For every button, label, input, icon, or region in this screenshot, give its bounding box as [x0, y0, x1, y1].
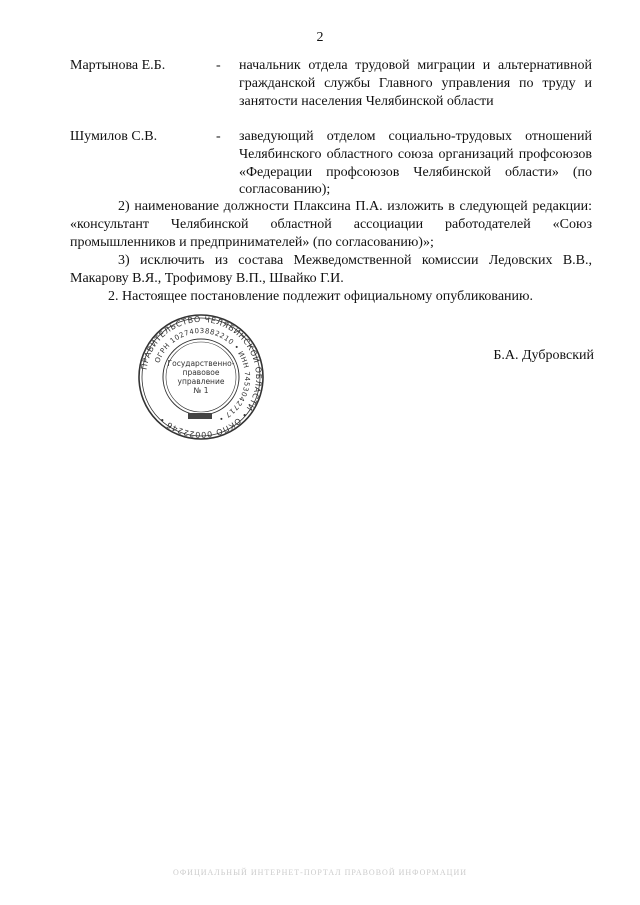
svg-text:правовое: правовое	[182, 368, 220, 377]
member-role: начальник отдела трудовой миграции и альтернативной гражданской службы Главного управления по труду и занятости населения Челябинской области	[239, 58, 592, 109]
svg-text:ОГРН 1027403882210 • ИНН 74530: ОГРН 1027403882210 • ИНН 7453042717 •	[153, 326, 252, 424]
svg-text:Государственно-: Государственно-	[167, 359, 235, 368]
member-name: Шумилов С.В.	[70, 129, 158, 144]
member-role: заведующий отделом социально-трудовых отношений Челябинского областного союза организаций профсоюзов «Федерации профсоюзов Челябинской области» (по согласованию);	[239, 129, 592, 198]
member-dash: -	[216, 58, 221, 73]
stamp-seal-icon	[136, 312, 266, 442]
svg-text:ПРАВИТЕЛЬСТВО ЧЕЛЯБИНСКОЙ ОБЛА: ПРАВИТЕЛЬСТВО ЧЕЛЯБИНСКОЙ ОБЛАСТИ • ОКПО 00022246 •	[139, 314, 264, 440]
paragraph-item-2: 2) наименование должности Плаксина П.А. изложить в следующей редакции: «консультант Челябинской областной ассоциации работодателей «Союз промышленников и предпринимателей» (по согласованию)»;	[70, 199, 592, 250]
footer-watermark: ОФИЦИАЛЬНЫЙ ИНТЕРНЕТ-ПОРТАЛ ПРАВОВОЙ ИНФОРМАЦИИ	[172, 868, 468, 877]
member-martynova	[70, 57, 592, 129]
page-number: 2	[316, 30, 324, 45]
paragraph-publication: 2. Настоящее постановление подлежит официальному опубликованию.	[108, 289, 533, 304]
member-name: Мартынова Е.Б.	[70, 58, 166, 73]
official-stamp	[136, 312, 266, 447]
signature-name: Б.А. Дубровский	[493, 348, 594, 363]
paragraph-item-3: 3) исключить из состава Межведомственной комиссии Ледовских В.В., Макарову В.Я., Трофимову В.П., Швайко Г.И.	[70, 253, 592, 286]
svg-text:управление: управление	[177, 377, 225, 386]
member-shumilov	[70, 128, 592, 200]
svg-text:№ 1: № 1	[193, 386, 209, 395]
member-dash: -	[216, 129, 221, 144]
